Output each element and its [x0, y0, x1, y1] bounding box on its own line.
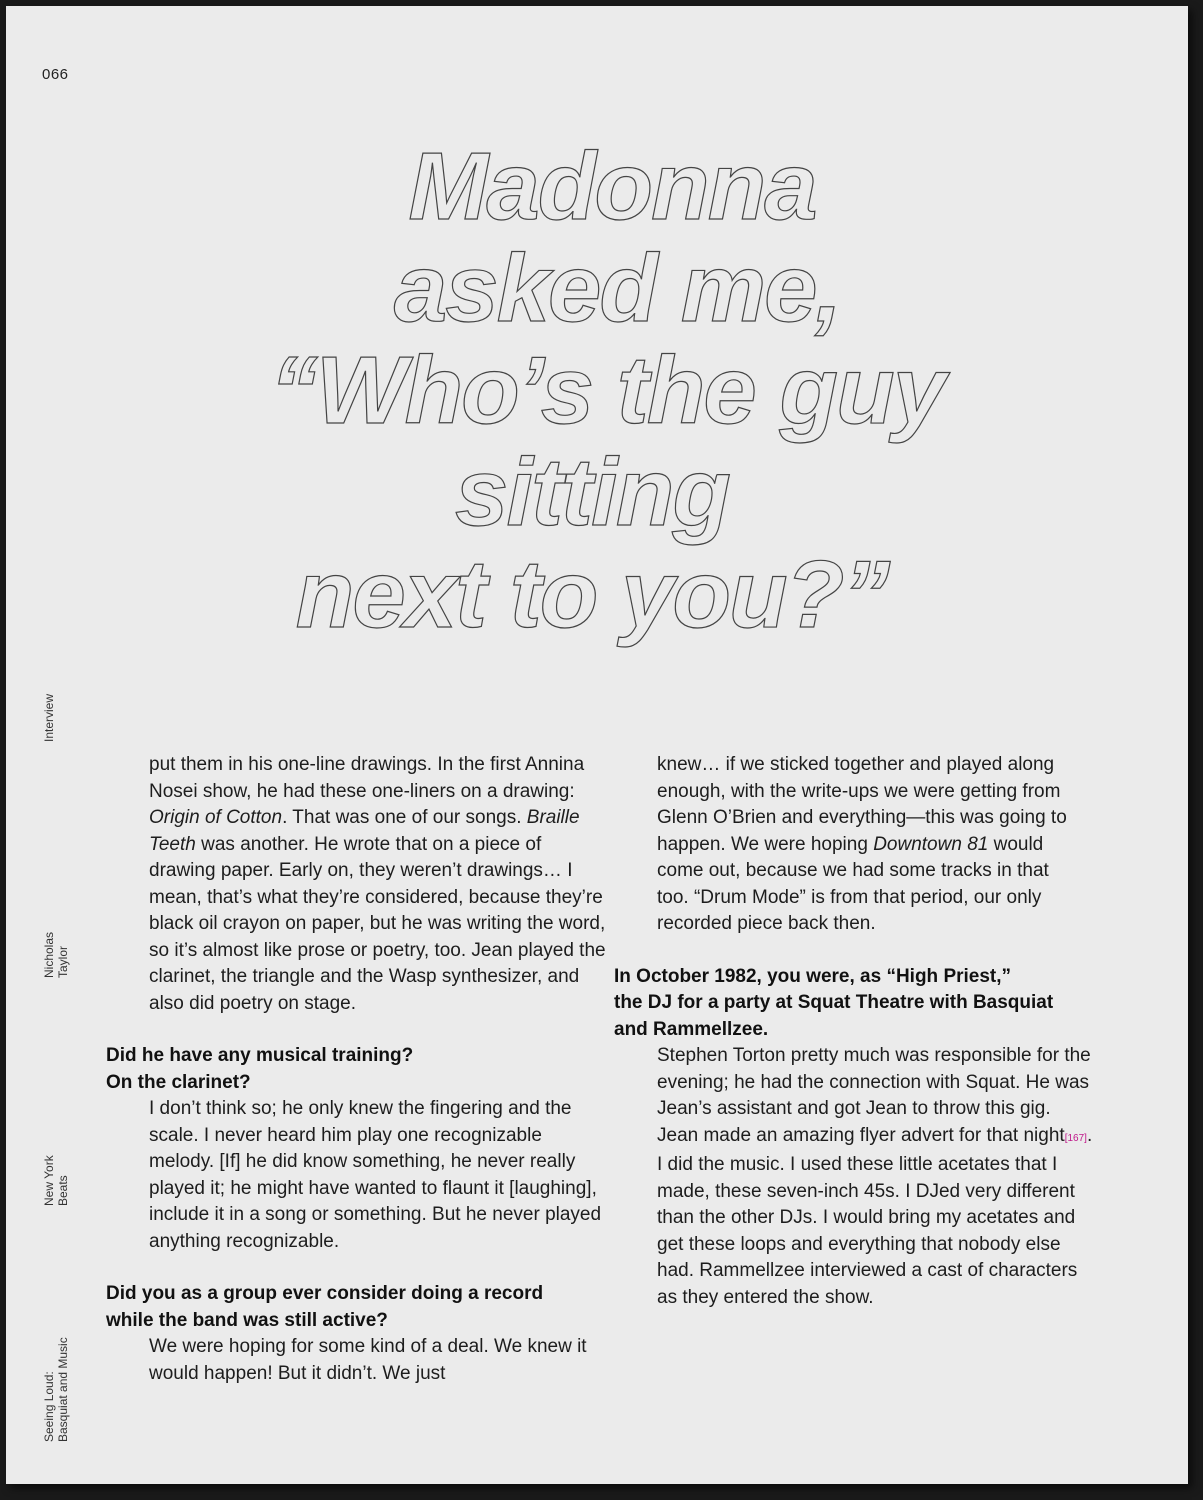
question-line: the DJ for a party at Squat Theatre with Basquiat [614, 992, 1054, 1013]
text-run: . That was one of our songs. [282, 807, 527, 828]
pull-quote [6, 133, 1188, 648]
interview-question [106, 1281, 606, 1334]
interview-question [106, 1043, 606, 1096]
pull-quote-line: next to you?” [295, 541, 889, 648]
text-run: was another. He wrote that on a piece of drawing paper. Early on, they weren’t drawings… I mean, that’s what they’re considered, because they’re black oil crayon on paper, but he was writing the word, so it’s almost like prose or poetry, too. Jean played the clarinet, the triangle and the Wasp synthesizer, and also did poetry on stage. [149, 833, 606, 1014]
author-first-name: Nicholas [42, 931, 56, 978]
section-label: Interview [42, 693, 56, 742]
pull-quote-line: sitting [455, 439, 729, 546]
text-run: Stephen Torton pretty much was responsible for the evening; he had the connection with Squat. He was Jean’s assistant and got Jean to throw this gig. Jean made an amazing flyer advert for that night [657, 1045, 1091, 1146]
italic-title: Braille Teeth [149, 807, 580, 855]
pull-quote-line: “Who’s the guy [269, 337, 945, 444]
italic-title: Origin of Cotton [149, 807, 283, 828]
interview-question [614, 964, 1114, 1044]
side-label-author [42, 932, 70, 978]
footnote-reference[interactable]: [167] [1064, 1132, 1087, 1144]
page-number: 066 [42, 66, 69, 83]
text-run: knew… if we sticked together and played along enough, with the write-ups we were getting from Glenn O’Brien and everything—this was going to happen. We were hoping [657, 754, 1067, 855]
text-run: . I did the music. I used these little acetates that I made, these seven-inch 45s. I DJed very different than the other DJs. I would bring my acetates and get these loops and everything that nobody else had. Rammellzee interviewed a cast of characters as they entered the show. [657, 1124, 1093, 1308]
paragraph [614, 752, 1114, 938]
side-label-book [42, 1337, 70, 1442]
question-line: In October 1982, you were, as “High Priest,” [614, 965, 1012, 987]
text-run: would come out, because we had some tracks in that too. “Drum Mode” is from that period, our only recorded piece back then. [657, 833, 1049, 934]
question-line: On the clarinet? [106, 1071, 251, 1093]
answer-paragraph: I don’t think so; he only knew the fingering and the scale. I never heard him play one recognizable melody. [If] he did know something, he never really played it; he might have wanted to flaunt it [laughing], include it in a song or something. But he never played anything recognizable. [149, 1098, 602, 1252]
side-label-section [42, 694, 56, 742]
answer-paragraph: We were hoping for some kind of a deal. We knew it would happen! But it didn’t. We just [149, 1336, 587, 1384]
left-column [106, 752, 606, 1387]
paragraph [106, 752, 606, 1017]
question-line: Did he have any musical training? [106, 1045, 414, 1066]
chapter-line: Beats [56, 1175, 70, 1206]
book-title-line: Seeing Loud: [42, 1371, 56, 1442]
author-last-name: Taylor [56, 945, 70, 978]
book-page [6, 6, 1188, 1484]
pull-quote-line: asked me, [393, 235, 841, 342]
question-line: while the band was still active? [106, 1309, 388, 1331]
side-label-chapter [42, 1155, 70, 1206]
right-column [614, 752, 1114, 1311]
answer-paragraph [614, 1043, 1114, 1311]
book-title-line: Basquiat and Music [56, 1337, 70, 1442]
pull-quote-line: Madonna [408, 133, 816, 240]
text-run: put them in his one-line drawings. In the first Annina Nosei show, he had these one-liners on a drawing: [149, 754, 585, 802]
question-line: Did you as a group ever consider doing a record [106, 1283, 544, 1304]
question-line: and Rammellzee. [614, 1018, 769, 1040]
chapter-line: New York [42, 1155, 56, 1206]
italic-title: Downtown 81 [873, 833, 989, 855]
